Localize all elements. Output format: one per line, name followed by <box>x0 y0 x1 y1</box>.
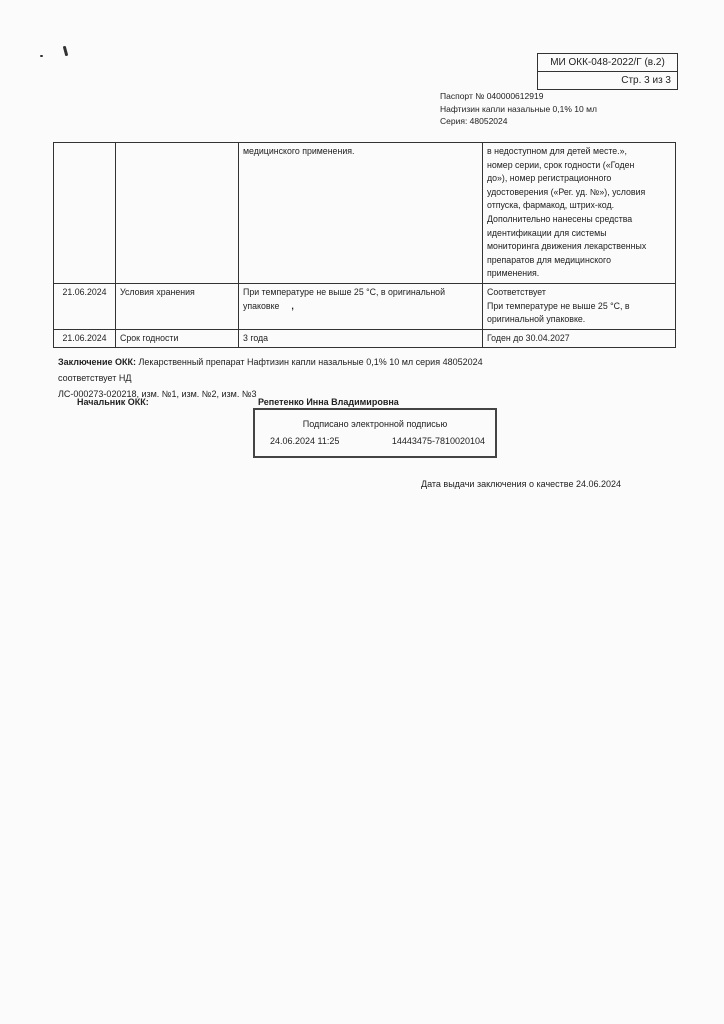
signature-datetime: 24.06.2024 11:25 <box>270 436 340 446</box>
cell-date: 21.06.2024 <box>54 329 116 348</box>
passport-info <box>440 90 597 128</box>
cell-parameter: Условия хранения <box>116 283 239 329</box>
scan-mark <box>63 46 68 56</box>
table-row <box>54 329 676 348</box>
table-row <box>54 283 676 329</box>
issue-date: Дата выдачи заключения о качестве 24.06.2024 <box>421 479 621 489</box>
scan-mark <box>40 55 43 57</box>
cell-requirement: 3 года <box>239 329 483 348</box>
conclusion-text-line2: ЛС-000273-020218, изм. №1, изм. №2, изм. №3 <box>58 389 257 399</box>
document-code-box <box>537 53 678 90</box>
table-row <box>54 143 676 284</box>
conclusion-label: Заключение ОКК: <box>58 357 137 367</box>
cell-requirement: При температуре не выше 25 °С, в оригинальной упаковке , <box>239 283 483 329</box>
cell-parameter: Срок годности <box>116 329 239 348</box>
page-number: Стр. 3 из 3 <box>538 71 677 89</box>
conclusion-text: Лекарственный препарат Нафтизин капли назальные 0,1% 10 мл серия 48052024 соответствует НД <box>58 357 483 383</box>
cell-result: в недоступном для детей месте.», номер серии, срок годности («Годен до»), номер регистрационного удостоверения («Рег. уд. №»), условия отпуска, фармакод, штрих-код. Дополнительно нанесены средства идентификации для системы мониторинга движения лекарственных препаратов для медицинского применения. <box>483 143 676 284</box>
chief-name: Репетенко Инна Владимировна <box>258 397 399 407</box>
cell-date <box>54 143 116 284</box>
scan-mark: , <box>291 300 294 311</box>
electronic-signature-stamp <box>253 408 497 458</box>
chief-label: Начальник ОКК: <box>77 397 149 407</box>
signature-certificate: 14443475-7810020104 <box>391 436 485 446</box>
cell-result: Годен до 30.04.2027 <box>483 329 676 348</box>
series-number: Серия: 48052024 <box>440 116 508 126</box>
cell-result: Соответствует При температуре не выше 25 °С, в оригинальной упаковке. <box>483 283 676 329</box>
cell-date: 21.06.2024 <box>54 283 116 329</box>
test-results-table <box>53 142 676 348</box>
cell-requirement: медицинского применения. <box>239 143 483 284</box>
document-code: МИ ОКК-048-2022/Г (в.2) <box>550 57 665 68</box>
passport-number: Паспорт № 040000612919 <box>440 91 544 101</box>
product-name: Нафтизин капли назальные 0,1% 10 мл <box>440 103 597 114</box>
signature-title: Подписано электронной подписью <box>302 419 448 429</box>
cell-parameter <box>116 143 239 284</box>
qc-conclusion <box>58 354 538 402</box>
